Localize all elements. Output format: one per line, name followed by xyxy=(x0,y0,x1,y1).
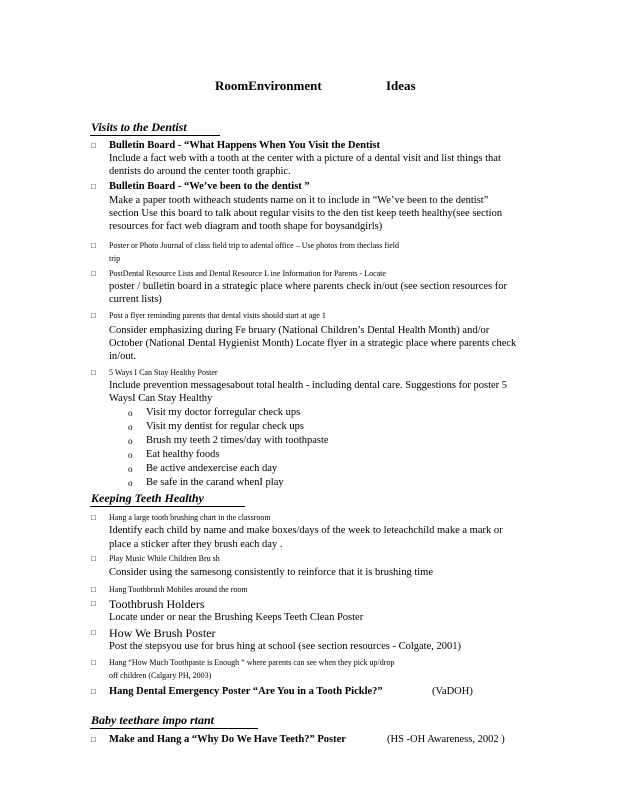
item-description-line: Post the stepsyou use for brus hing at school (see section resources - Colgate, 2001) xyxy=(109,641,461,652)
bullet-checkbox-icon: □ xyxy=(91,628,96,637)
sub-bullet-circle-icon: o xyxy=(128,478,133,488)
bullet-checkbox-icon: □ xyxy=(91,585,96,594)
page-title: RoomEnvironment xyxy=(215,78,322,93)
sub-list-item: Visit my doctor forregular check ups xyxy=(146,407,301,418)
sub-list-item: Eat healthy foods xyxy=(146,449,220,460)
item-description-line: place a sticker after they brush each day . xyxy=(109,539,283,550)
bullet-checkbox-icon: □ xyxy=(91,735,96,744)
sub-list-item: Brush my teeth 2 times/day with toothpaste xyxy=(146,435,329,446)
bullet-checkbox-icon: □ xyxy=(91,368,96,377)
item-heading: Post a flyer reminding parents that dental visits should start at age 1 xyxy=(109,311,326,320)
item-heading: Play Music While Children Bru sh xyxy=(109,554,220,563)
section-heading-underline xyxy=(90,506,245,507)
item-description-line: poster / bulletin board in a strategic place where parents check in/out (see section resources for xyxy=(109,281,507,292)
bullet-checkbox-icon: □ xyxy=(91,241,96,250)
item-heading: Bulletin Board - “We’ve been to the dentist ” xyxy=(109,181,310,192)
item-description-line: Locate under or near the Brushing Keeps Teeth Clean Poster xyxy=(109,612,364,623)
item-citation: (VaDOH) xyxy=(432,686,473,697)
bullet-checkbox-icon: □ xyxy=(91,182,96,191)
item-description-line: Identify each child by name and make boxes/days of the week to leteachchild make a mark or xyxy=(109,525,503,536)
item-description-line: WaysI Can Stay Healthy xyxy=(109,393,213,404)
item-heading: Bulletin Board - “What Happens When You Visit the Dentist xyxy=(109,140,381,151)
bullet-checkbox-icon: □ xyxy=(91,269,96,278)
item-heading: Toothbrush Holders xyxy=(109,597,205,611)
item-description-line: Make a paper tooth witheach students name on it to include in “We’ve been to the dentist” xyxy=(109,195,489,206)
bullet-checkbox-icon: □ xyxy=(91,141,96,150)
item-description-line: Include prevention messagesabout total health - including dental care. Suggestions for poster 5 xyxy=(109,380,508,391)
sub-bullet-circle-icon: o xyxy=(128,436,133,446)
bullet-checkbox-icon: □ xyxy=(91,554,96,563)
item-heading: Make and Hang a “Why Do We Have Teeth?” Poster xyxy=(109,734,346,745)
item-heading: Hang Dental Emergency Poster “Are You in a Tooth Pickle?” xyxy=(109,686,383,697)
item-description-line: section Use this board to talk about regular visits to the den tist keep teeth healthy(see section xyxy=(109,208,503,219)
item-description-line: resources for fact web diagram and tooth shape for boysandgirls) xyxy=(109,221,383,232)
item-description-line: current lists) xyxy=(109,294,162,305)
item-description-line: trip xyxy=(109,254,121,263)
bullet-checkbox-icon: □ xyxy=(91,658,96,667)
sub-list-item: Visit my dentist for regular check ups xyxy=(146,421,304,432)
sub-bullet-circle-icon: o xyxy=(128,450,133,460)
item-heading: PostDental Resource Lists and Dental Resource L ine Information for Parents - Locate xyxy=(109,269,386,278)
item-description-line: Consider using the samesong consistently to reinforce that it is brushing time xyxy=(109,567,433,578)
item-heading: Hang Toothbrush Mobiles around the room xyxy=(109,585,248,594)
sub-bullet-circle-icon: o xyxy=(128,408,133,418)
section-heading: Keeping Teeth Healthy xyxy=(91,491,204,505)
item-heading: Hang a large tooth brushing chart in the classroom xyxy=(109,513,271,522)
section-heading-underline xyxy=(90,728,258,729)
sub-bullet-circle-icon: o xyxy=(128,422,133,432)
item-heading: Poster or Photo Journal of class field trip to adental office – Use photos from theclass field xyxy=(109,241,400,250)
item-heading: 5 Ways I Can Stay Healthy Poster xyxy=(109,368,218,377)
item-description-line: off children (Calgary PH, 2003) xyxy=(109,671,212,680)
section-heading: Visits to the Dentist xyxy=(91,120,187,134)
sub-list-item: Be active andexercise each day xyxy=(146,463,278,474)
page-title-ideas: Ideas xyxy=(386,78,416,93)
section-heading: Baby teethare impo rtant xyxy=(91,713,214,727)
item-heading: Hang “How Much Toothpaste is Enough ” where parents can see when they pick up/drop xyxy=(109,658,395,667)
item-heading: How We Brush Poster xyxy=(109,626,216,640)
bullet-checkbox-icon: □ xyxy=(91,311,96,320)
section-heading-underline xyxy=(90,135,220,136)
bullet-checkbox-icon: □ xyxy=(91,687,96,696)
item-description-line: in/out. xyxy=(109,351,137,362)
item-description-line: dentists do around the center tooth graphic. xyxy=(109,166,291,177)
sub-list-item: Be safe in the carand whenI play xyxy=(146,477,284,488)
sub-bullet-circle-icon: o xyxy=(128,464,133,474)
item-description-line: October (National Dental Hygienist Month) Locate flyer in a strategic place where parents check xyxy=(109,338,517,349)
item-description-line: Consider emphasizing during Fe bruary (National Children’s Dental Health Month) and/or xyxy=(109,325,490,336)
item-description-line: Include a fact web with a tooth at the center with a picture of a dental visit and list things that xyxy=(109,153,501,164)
bullet-checkbox-icon: □ xyxy=(91,513,96,522)
bullet-checkbox-icon: □ xyxy=(91,599,96,608)
item-citation: (HS -OH Awareness, 2002 ) xyxy=(387,734,505,745)
